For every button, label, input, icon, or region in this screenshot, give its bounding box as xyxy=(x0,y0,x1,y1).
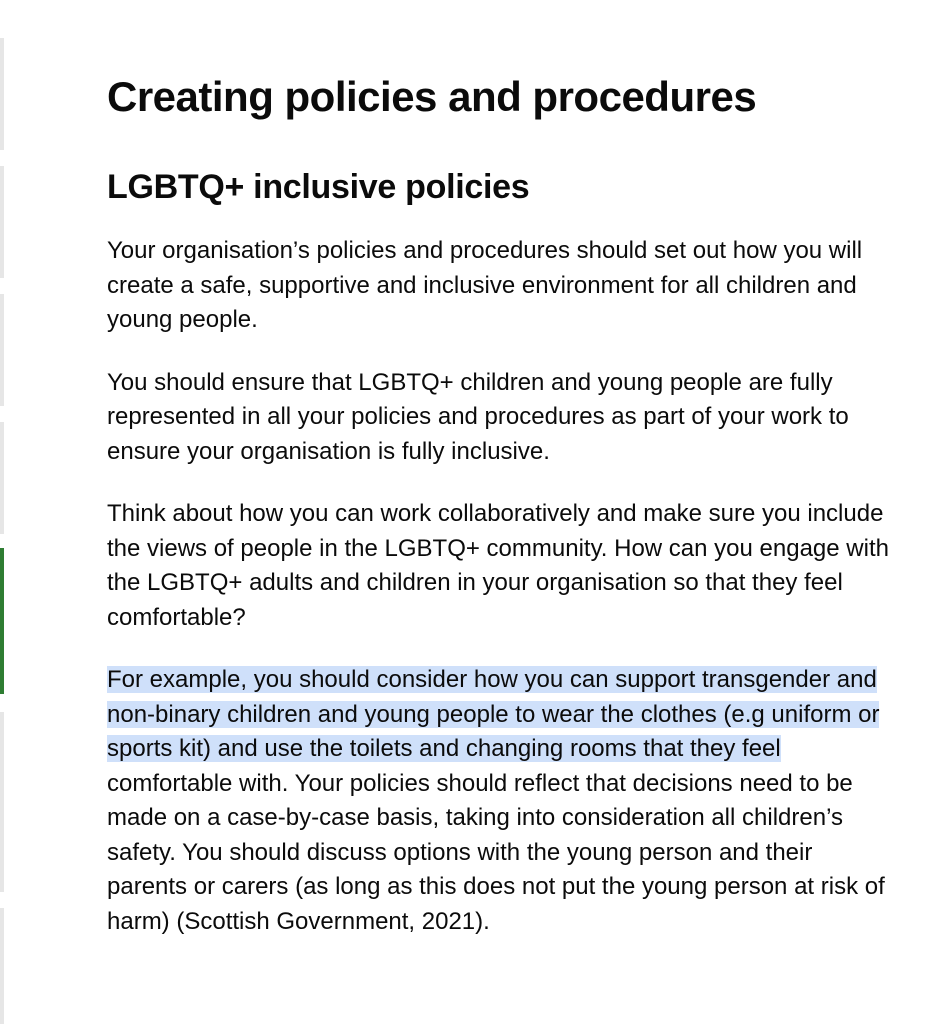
paragraph-example-rest: comfortable with. Your policies should reflect that decisions need to be made on a case-by-case basis, taking into consideration all children’s safety. You should discuss options with the young person and their parents or carers (as long as this does not put the young person at risk of harm) (Scottish Government, 2021). xyxy=(107,769,885,935)
section-title: LGBTQ+ inclusive policies xyxy=(107,168,530,206)
sidebar-rail-segment[interactable] xyxy=(0,294,4,406)
paragraph-example[interactable] xyxy=(107,663,897,939)
sidebar-rail-segment[interactable] xyxy=(0,422,4,534)
sidebar-rail-segment[interactable] xyxy=(0,712,4,892)
sidebar-rail-segment[interactable] xyxy=(0,38,4,150)
sidebar-rail-segment[interactable] xyxy=(0,166,4,278)
paragraph-representation: You should ensure that LGBTQ+ children and young people are fully represented in all your policies and procedures as part of your work to ensure your organisation is fully inclusive. xyxy=(107,368,849,465)
sidebar-rail xyxy=(0,0,4,1024)
sidebar-rail-segment-active[interactable] xyxy=(0,548,4,694)
paragraph-policies-intro: Your organisation’s policies and procedures should set out how you will create a safe, supportive and inclusive environment for all children and young people. xyxy=(107,237,863,333)
article-content xyxy=(107,60,897,939)
sidebar-rail-segment[interactable] xyxy=(0,908,4,1024)
selected-text[interactable]: For example, you should consider how you can support transgender and non-binary children and young people to wear the clothes (e.g uniform or sports kit) and use the toilets and changing rooms that they feel xyxy=(107,666,880,762)
paragraph-collaboration: Think about how you can work collaboratively and make sure you include the views of people in the LGBTQ+ community. How can you engage with the LGBTQ+ adults and children in your organisation so that they feel comfortable? xyxy=(107,500,889,631)
page-title: Creating policies and procedures xyxy=(107,73,757,120)
